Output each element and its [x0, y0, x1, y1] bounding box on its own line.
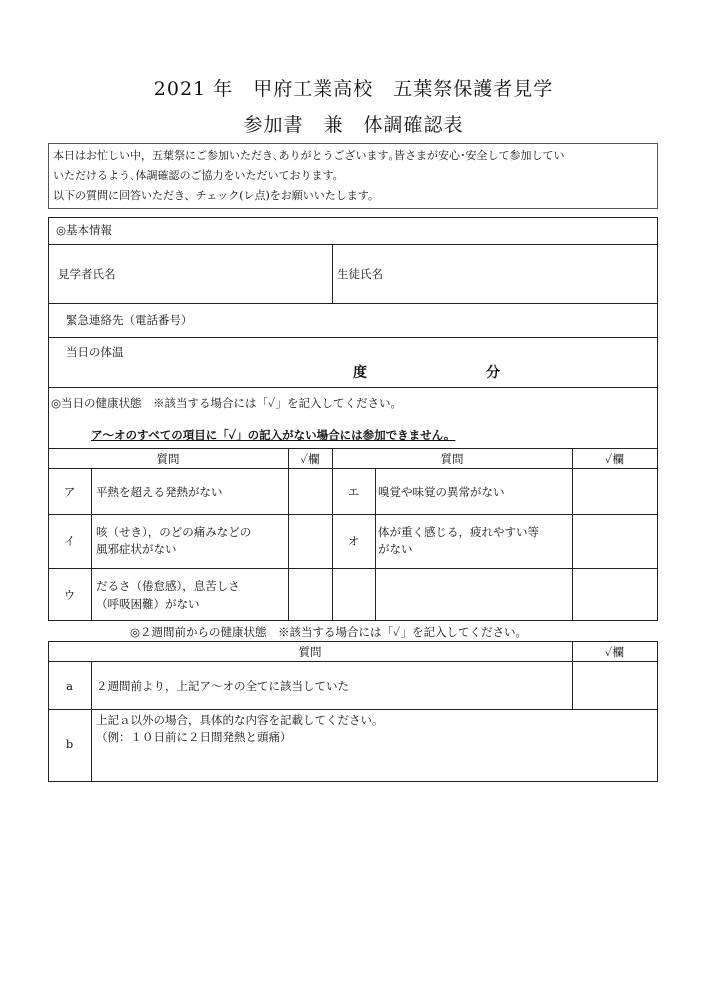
item-key: イ — [63, 534, 76, 548]
divider — [48, 661, 658, 662]
student-name-label: 生徒氏名 — [337, 267, 383, 281]
item-text: 咳（せき），のどの痛みなどの — [96, 525, 252, 539]
divider — [91, 468, 92, 621]
temperature-degree-field[interactable] — [250, 360, 350, 382]
emergency-contact-field[interactable] — [210, 306, 650, 334]
item-text: 平熱を超える発熱がない — [96, 485, 223, 499]
page-title: 2021 年 甲府工業高校 五葉祭保護者見学 — [153, 78, 554, 100]
item-text: 嗅覚や味覚の異常がない — [378, 485, 505, 499]
divider — [48, 337, 658, 338]
col-question: 質問 — [156, 452, 180, 466]
divider — [91, 661, 92, 782]
col-question: 質問 — [298, 645, 322, 659]
health-heading: ◎当日の健康状態 ※該当する場合には「✓」を記入してください。 — [51, 396, 402, 410]
basic-info-heading: ◎基本情報 — [56, 223, 113, 237]
col-question: 質問 — [440, 452, 464, 466]
item-text: 風邪症状がない — [96, 542, 177, 556]
page-subtitle: 参加書 兼 体調確認表 — [243, 114, 464, 136]
visitor-name-field[interactable] — [140, 250, 328, 298]
intro-box — [48, 143, 658, 209]
intro-line-2: いただけるよう､体調確認のご協力をいただいております。 — [53, 169, 344, 182]
divider — [375, 468, 376, 621]
check-cell-u[interactable] — [290, 570, 331, 620]
check-cell-a[interactable] — [290, 470, 331, 513]
item-text: だるさ（倦怠感），息苦しさ — [96, 579, 240, 593]
divider — [48, 303, 658, 304]
divider — [332, 244, 333, 303]
divider — [48, 468, 658, 469]
divider — [48, 568, 658, 569]
divider — [572, 448, 573, 621]
item-key: ア — [63, 485, 76, 499]
item-text: 体が重く感じる，疲れやすい等 — [378, 525, 539, 539]
divider — [48, 514, 658, 515]
item-key: オ — [347, 534, 360, 548]
divider — [48, 388, 49, 448]
health-warning: ア～オのすべての項目に「✓」の記入がない場合には参加できません。 — [91, 428, 456, 442]
item-text: （例：１０日前に２日間発熱と頭痛） — [96, 730, 292, 744]
check-cell-e[interactable] — [574, 470, 656, 513]
intro-line-3: 以下の質問に回答いただき、チェック(レ点)をお願いいたします。 — [53, 189, 379, 202]
emergency-contact-label: 緊急連絡先（電話番号） — [66, 313, 193, 327]
item-text: 上記ａ以外の場合，具体的な内容を記載してください。 — [96, 713, 384, 727]
temperature-degree-unit: 度 — [353, 365, 367, 381]
divider — [48, 244, 658, 245]
temperature-label: 当日の体温 — [66, 345, 124, 359]
item-text: （呼吸困難）がない — [96, 597, 200, 611]
item-key: エ — [347, 485, 360, 499]
col-check: ✓欄 — [605, 452, 624, 466]
temperature-minute-field[interactable] — [380, 360, 480, 382]
check-cell-i[interactable] — [290, 516, 331, 567]
divider — [657, 388, 658, 448]
item-key: b — [65, 737, 74, 751]
check-cell-two-weeks-a[interactable] — [574, 663, 656, 708]
student-name-field[interactable] — [400, 250, 652, 298]
col-check: ✓欄 — [300, 452, 320, 466]
item-key: ウ — [63, 588, 76, 602]
intro-line-1: 本日はお忙しい中，五葉祭にご参加いただき､ありがとうございます｡皆さまが安心･安全して参加してい — [53, 149, 565, 162]
col-check: ✓欄 — [605, 645, 624, 659]
divider — [288, 448, 289, 621]
check-cell-o[interactable] — [574, 516, 656, 567]
visitor-name-label: 見学者氏名 — [58, 267, 116, 281]
temperature-minute-unit: 分 — [486, 365, 500, 381]
item-text: がない — [378, 542, 413, 556]
item-key: a — [66, 679, 73, 693]
item-text: ２週間前より，上記ア～オの全てに該当していた — [96, 679, 349, 693]
details-field[interactable] — [96, 748, 652, 778]
divider — [48, 709, 658, 710]
two-weeks-heading: ◎２週間前からの健康状態 ※該当する場合には「✓」を記入してください。 — [130, 625, 527, 639]
